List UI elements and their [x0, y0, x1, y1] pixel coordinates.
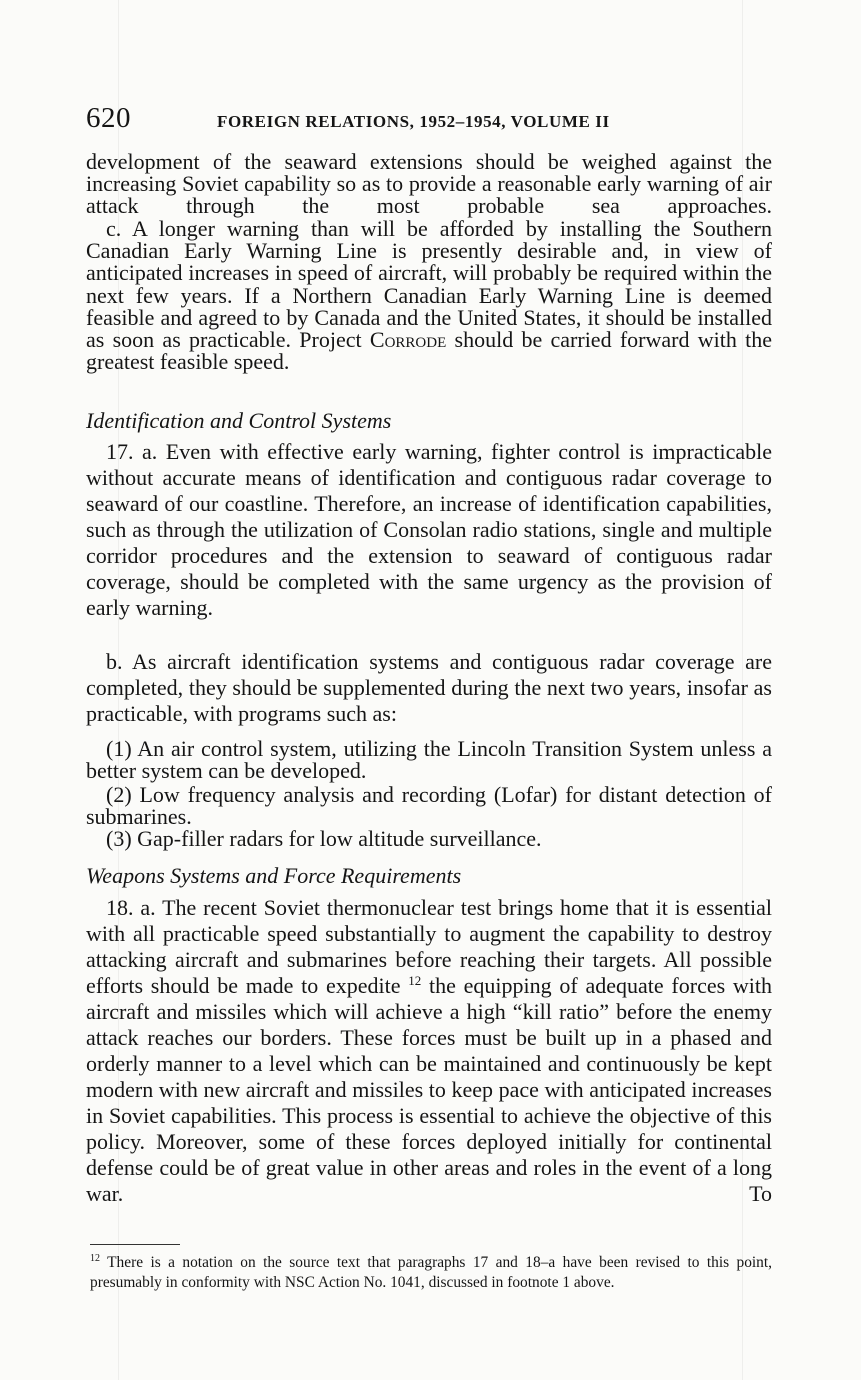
- section-heading: Weapons Systems and Force Requirements: [86, 863, 462, 888]
- paragraph-17b: [86, 649, 772, 727]
- paragraph-text: development of the seaward extensions should be weighed against the increasing Soviet capability so as to provide a reasonable early warning of air attack through the most probable sea approaches.: [86, 149, 772, 219]
- paragraph-text: c. A longer warning than will be afforded by installing the Southern Canadian Early Warning Line is presently desirable and, in view of anticipated increases in speed of aircraft, will probably be required within the next few years. If a Northern Canadian Early Warning Line is deemed feasible and agreed to by Canada and the United States, it should be installed as soon as practicable. Project: [86, 216, 772, 353]
- paragraph-text: should be carried forward with the greatest feasible speed.: [86, 327, 773, 375]
- paragraph-text: 18. a. The recent Soviet thermonuclear test brings home that it is essential with all practicable speed substantially to augment the capability to destroy attacking aircraft and submarines before reaching their targets. All possible efforts should be made to expedite: [86, 895, 772, 998]
- paragraph-text: b. As aircraft identification systems and contiguous radar coverage are completed, they should be supplemented during the next two years, insofar as practicable, with programs such as:: [86, 649, 772, 726]
- paragraph-16c: [86, 218, 772, 373]
- project-name: Corrode: [369, 327, 447, 353]
- paragraph-continuation: [86, 151, 772, 218]
- page-header: [86, 100, 776, 140]
- footnote-number: 12: [90, 1253, 100, 1264]
- paragraph-18a: [86, 895, 772, 1207]
- footnote-divider: [90, 1244, 180, 1245]
- footnote: [90, 1253, 772, 1292]
- list-item: (2) Low frequency analysis and recording (Lofar) for distant detection of submarines.: [86, 782, 772, 830]
- footnote-text: There is a notation on the source text that paragraphs 17 and 18–a have been revised to this point, presumably in conformity with NSC Action No. 1041, discussed in footnote 1 above.: [90, 1254, 773, 1291]
- paragraph-text: 17. a. Even with effective early warning, fighter control is impracticable without accurate means of identification and contiguous radar coverage to seaward of our coastline. Therefore, an increase of identification capabilities, such as through the utilization of Consolan radio stations, single and multiple corridor procedures and the extension to seaward of contiguous radar coverage, should be completed with the same urgency as the provision of early warning.: [86, 439, 772, 620]
- list-item: (3) Gap-filler radars for low altitude surveillance.: [106, 826, 542, 851]
- page-number: 620: [86, 102, 131, 134]
- list-item: (1) An air control system, utilizing the Lincoln Transition System unless a better system can be developed.: [86, 736, 772, 784]
- footnote-reference: 12: [408, 973, 422, 988]
- paragraph-text: the equipping of adequate forces with aircraft and missiles which will achieve a high “kill ratio” before the enemy attack reaches our borders. These forces must be built up in a phased and orderly manner to a level which can be maintained and continuously be kept modern with new aircraft and missiles to keep pace with anticipated increases in Soviet capabilities. This process is essential to achieve the objective of this policy. Moreover, some of these forces deployed initially for continental defense could be of great value in other areas and roles in the event of a long war. To: [86, 973, 773, 1206]
- paragraph-17a: [86, 439, 772, 621]
- running-head: FOREIGN RELATIONS, 1952–1954, VOLUME II: [217, 112, 610, 131]
- section-heading: Identification and Control Systems: [86, 408, 392, 433]
